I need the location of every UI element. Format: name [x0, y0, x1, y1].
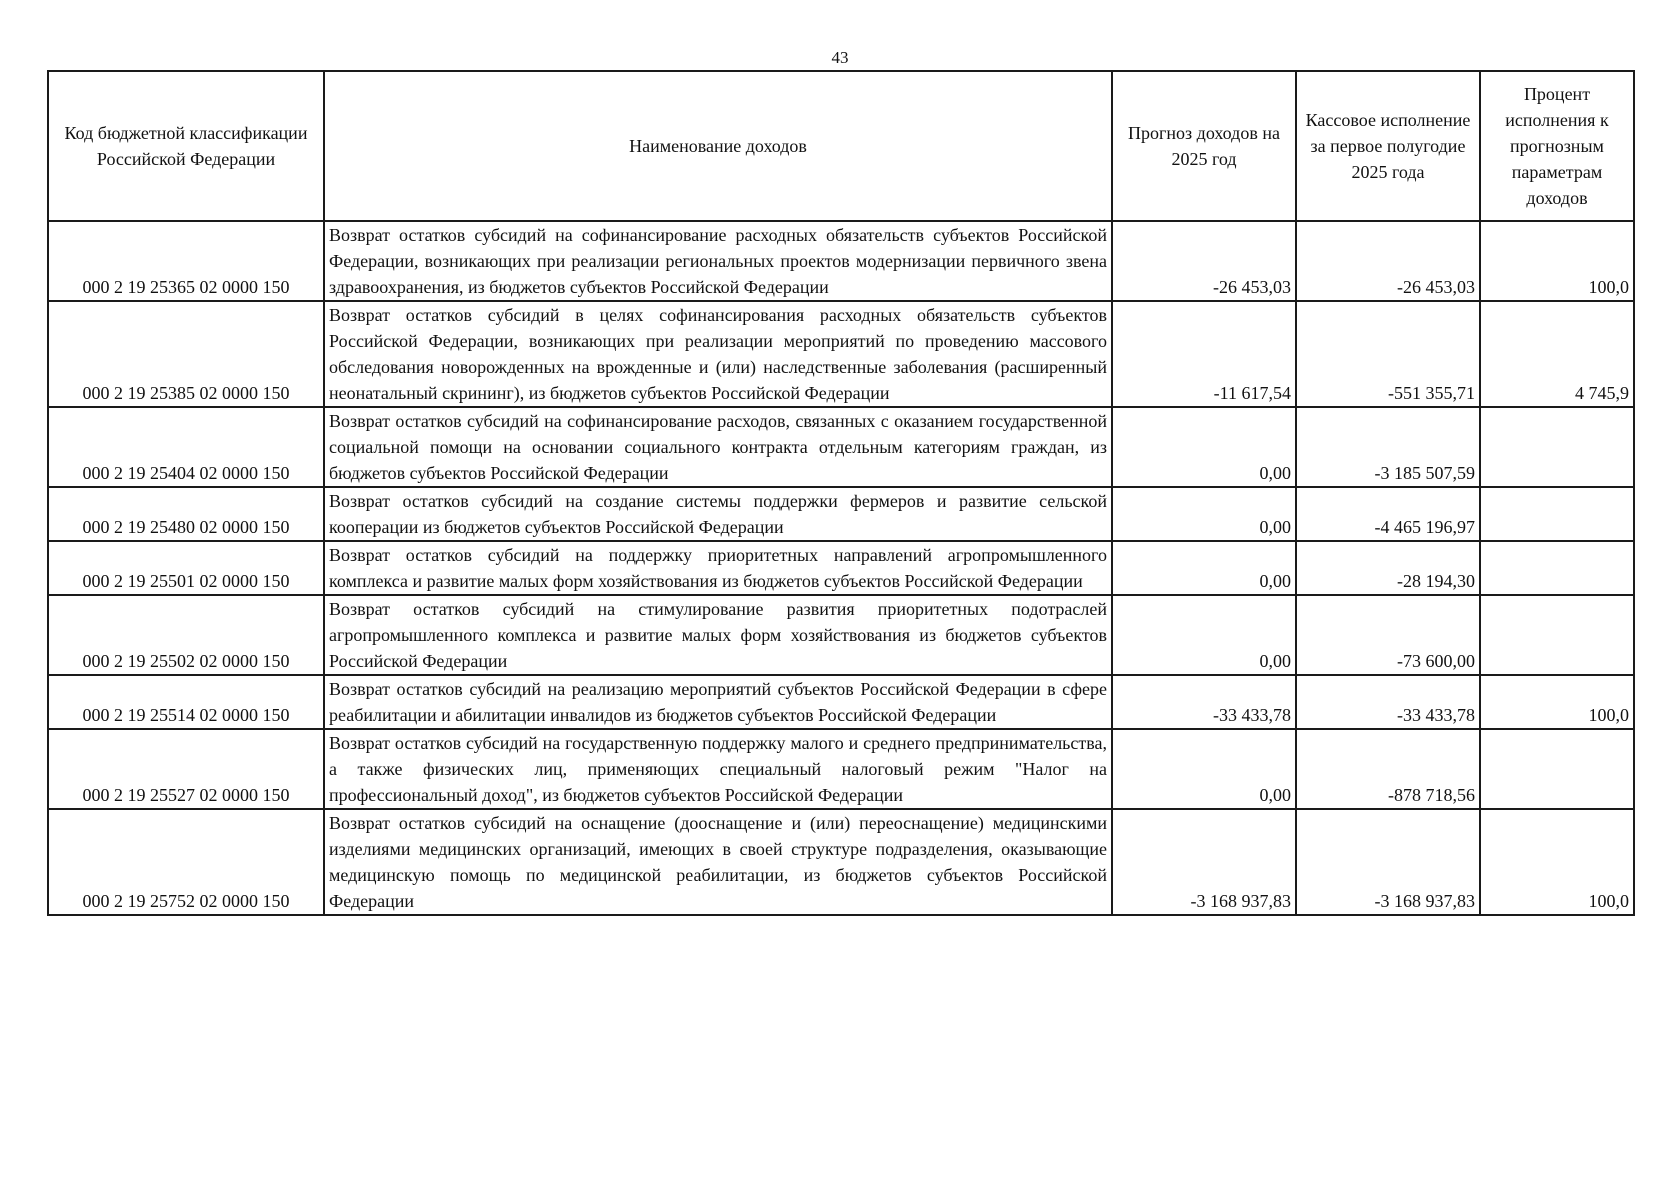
row-percent: 100,0 [1480, 221, 1634, 301]
row-cash: -878 718,56 [1296, 729, 1480, 809]
table-row [48, 729, 1634, 809]
row-cash: -4 465 196,97 [1296, 487, 1480, 541]
row-percent: 4 745,9 [1480, 301, 1634, 407]
row-percent: 100,0 [1480, 809, 1634, 915]
row-cash: -3 168 937,83 [1296, 809, 1480, 915]
row-code: 000 2 19 25385 02 0000 150 [48, 301, 324, 407]
row-cash: -33 433,78 [1296, 675, 1480, 729]
table-header-row [48, 71, 1634, 221]
row-percent: 100,0 [1480, 675, 1634, 729]
row-name: Возврат остатков субсидий на софинансирование расходов, связанных с оказанием государственной социальной помощи на основании социального контракта отдельным категориям граждан, из бюджетов субъектов Российской Федерации [324, 407, 1112, 487]
row-forecast: 0,00 [1112, 729, 1296, 809]
table-row [48, 487, 1634, 541]
row-cash: -3 185 507,59 [1296, 407, 1480, 487]
table-row [48, 809, 1634, 915]
row-code: 000 2 19 25501 02 0000 150 [48, 541, 324, 595]
header-code: Код бюджетной классификации Российской Федерации [48, 71, 324, 221]
row-forecast: -11 617,54 [1112, 301, 1296, 407]
row-name: Возврат остатков субсидий на поддержку приоритетных направлений агропромышленного комплекса и развитие малых форм хозяйствования из бюджетов субъектов Российской Федерации [324, 541, 1112, 595]
revenue-table [47, 70, 1635, 916]
row-code: 000 2 19 25527 02 0000 150 [48, 729, 324, 809]
row-forecast: -26 453,03 [1112, 221, 1296, 301]
row-percent [1480, 729, 1634, 809]
row-cash: -28 194,30 [1296, 541, 1480, 595]
header-percent: Процент исполнения к прогнозным параметрам доходов [1480, 71, 1634, 221]
table-row [48, 675, 1634, 729]
row-cash: -26 453,03 [1296, 221, 1480, 301]
row-percent [1480, 407, 1634, 487]
row-name: Возврат остатков субсидий на софинансирование расходных обязательств субъектов Российской Федерации, возникающих при реализации региональных проектов модернизации первичного звена здравоохранения, из бюджетов субъектов Российской Федерации [324, 221, 1112, 301]
row-forecast: -33 433,78 [1112, 675, 1296, 729]
row-forecast: 0,00 [1112, 487, 1296, 541]
row-code: 000 2 19 25514 02 0000 150 [48, 675, 324, 729]
row-name: Возврат остатков субсидий на стимулирование развития приоритетных подотраслей агропромышленного комплекса и развитие малых форм хозяйствования из бюджетов субъектов Российской Федерации [324, 595, 1112, 675]
row-forecast: 0,00 [1112, 595, 1296, 675]
row-forecast: -3 168 937,83 [1112, 809, 1296, 915]
table-row [48, 541, 1634, 595]
row-name: Возврат остатков субсидий на оснащение (дооснащение и (или) переоснащение) медицинскими изделиями медицинских организаций, имеющих в своей структуре подразделения, оказывающие медицинскую помощь по медицинской реабилитации, из бюджетов субъектов Российской Федерации [324, 809, 1112, 915]
row-name: Возврат остатков субсидий на создание системы поддержки фермеров и развитие сельской кооперации из бюджетов субъектов Российской Федерации [324, 487, 1112, 541]
header-forecast: Прогноз доходов на 2025 год [1112, 71, 1296, 221]
header-cash: Кассовое исполнение за первое полугодие 2025 года [1296, 71, 1480, 221]
row-name: Возврат остатков субсидий на государственную поддержку малого и среднего предпринимательства, а также физических лиц, применяющих специальный налоговый режим "Налог на профессиональный доход", из бюджетов субъектов Российской Федерации [324, 729, 1112, 809]
table-row [48, 407, 1634, 487]
table-body [48, 221, 1634, 915]
row-forecast: 0,00 [1112, 541, 1296, 595]
row-percent [1480, 595, 1634, 675]
row-percent [1480, 487, 1634, 541]
header-name: Наименование доходов [324, 71, 1112, 221]
table-row [48, 221, 1634, 301]
row-code: 000 2 19 25365 02 0000 150 [48, 221, 324, 301]
row-code: 000 2 19 25404 02 0000 150 [48, 407, 324, 487]
row-cash: -73 600,00 [1296, 595, 1480, 675]
table-row [48, 595, 1634, 675]
row-code: 000 2 19 25752 02 0000 150 [48, 809, 324, 915]
page-number: 43 [831, 48, 849, 67]
row-code: 000 2 19 25480 02 0000 150 [48, 487, 324, 541]
table-row [48, 301, 1634, 407]
row-name: Возврат остатков субсидий на реализацию мероприятий субъектов Российской Федерации в сфере реабилитации и абилитации инвалидов из бюджетов субъектов Российской Федерации [324, 675, 1112, 729]
row-name: Возврат остатков субсидий в целях софинансирования расходных обязательств субъектов Российской Федерации, возникающих при реализации мероприятий по проведению массового обследования новорожденных на врожденные и (или) наследственные заболевания (расширенный неонатальный скрининг), из бюджетов субъектов Российской Федерации [324, 301, 1112, 407]
row-code: 000 2 19 25502 02 0000 150 [48, 595, 324, 675]
row-forecast: 0,00 [1112, 407, 1296, 487]
row-percent [1480, 541, 1634, 595]
row-cash: -551 355,71 [1296, 301, 1480, 407]
